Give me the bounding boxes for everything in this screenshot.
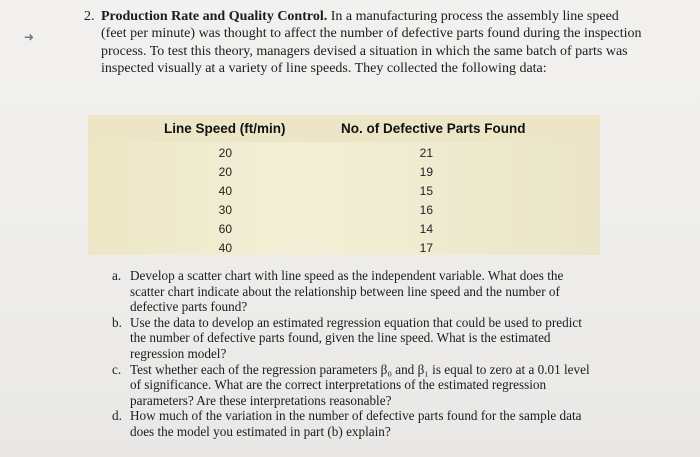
table-cell-defects: 17	[419, 241, 433, 255]
table-cell-defects: 16	[419, 203, 433, 217]
table-cell-speed: 20	[218, 165, 232, 179]
question-letter: a.	[112, 268, 122, 283]
column-header-line-speed: Line Speed (ft/min)	[164, 121, 286, 136]
problem-statement	[84, 8, 644, 78]
table-cell-defects: 14	[419, 222, 433, 236]
question-list	[112, 268, 590, 440]
question-c	[112, 362, 590, 409]
question-b	[112, 315, 590, 362]
data-table	[88, 115, 600, 255]
table-cell-speed: 30	[218, 203, 232, 217]
table-cell-speed: 60	[218, 222, 232, 236]
table-cell-speed: 40	[218, 241, 232, 255]
question-text: Develop a scatter chart with line speed as the independent variable. What does the scatter chart indicate about the relationship between line speed and the number of defective parts found?	[130, 268, 564, 315]
table-cell-defects: 21	[419, 146, 433, 160]
question-letter: c.	[112, 361, 122, 377]
question-text: Use the data to develop an estimated regression equation that could be used to predict the number of defective parts found, given the line speed. What is the estimated regression model?	[130, 314, 582, 361]
question-d	[112, 408, 590, 439]
table-cell-speed: 40	[218, 184, 232, 198]
problem-body	[101, 8, 644, 78]
table-cell-speed: 20	[218, 146, 232, 160]
question-a	[112, 268, 590, 315]
question-text: How much of the variation in the number of defective parts found for the sample data does the model you estimated in part (b) explain?	[130, 408, 582, 439]
problem-intro: In a manufacturing process the assembly line speed (feet per minute) was thought to affect the number of defective parts found during the inspection process. To test this theory, managers devised a situation in which the same batch of parts was inspected visually at a variety of line speeds. They collected the following data:	[101, 9, 642, 77]
table-cell-defects: 19	[419, 165, 433, 179]
problem-title: Production Rate and Quality Control.	[101, 9, 328, 24]
question-letter: d.	[112, 408, 122, 424]
margin-arrow-icon: ➜	[24, 30, 35, 44]
table-cell-defects: 15	[419, 184, 433, 198]
column-header-defective-parts: No. of Defective Parts Found	[341, 121, 526, 136]
problem-number: 2.	[84, 9, 95, 24]
question-text: Test whether each of the regression parameters β₀ and β₁ is equal to zero at a 0.01 level of significance. What are the correct interpretations of the estimated regression parameters? Are these interpretations reasonable?	[130, 361, 590, 408]
question-letter: b.	[112, 314, 122, 330]
